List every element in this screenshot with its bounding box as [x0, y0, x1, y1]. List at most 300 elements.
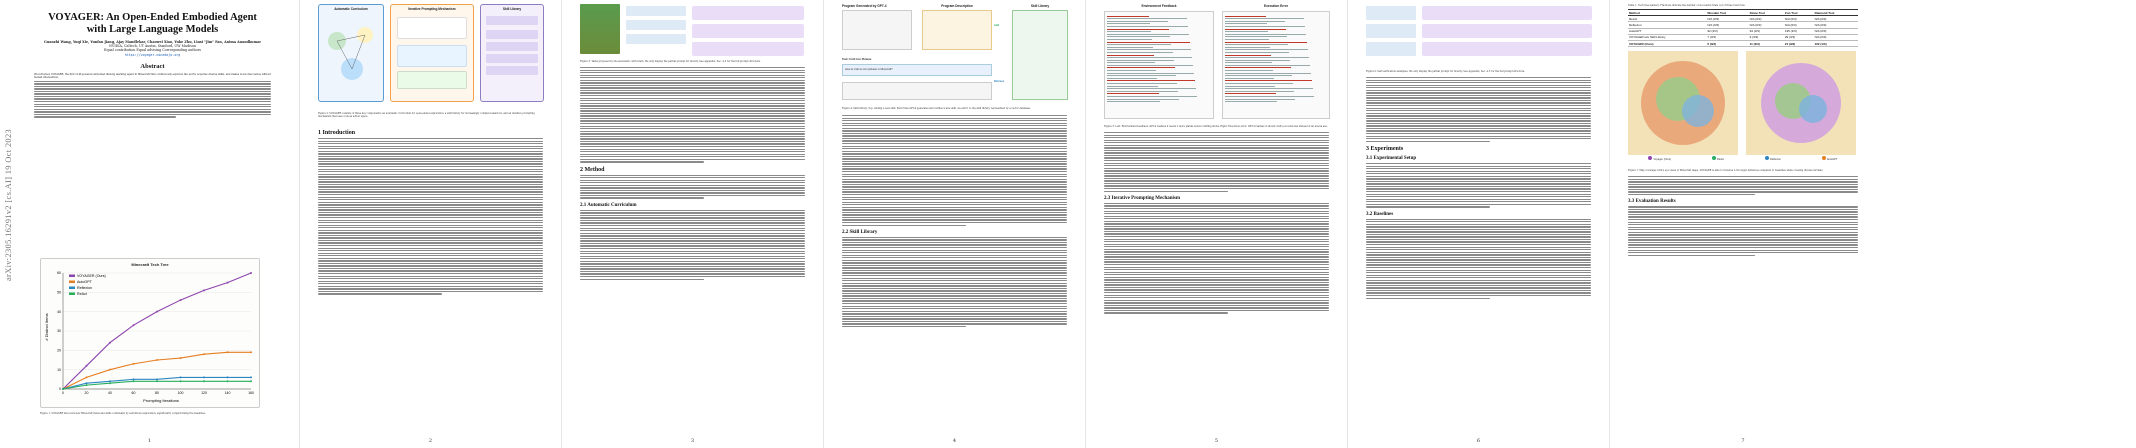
- text-line: [1366, 173, 1591, 174]
- text-line: [318, 212, 543, 213]
- legend-swatch: [69, 275, 75, 278]
- text-line: [1104, 261, 1329, 262]
- text-line: [1628, 252, 1858, 253]
- text-line: [1628, 242, 1858, 243]
- page3-body-b: [580, 175, 805, 199]
- text-line: [842, 244, 1067, 245]
- text-line: [1104, 254, 1329, 255]
- text-line: [580, 70, 805, 71]
- text-line: [842, 138, 1067, 139]
- intro-body: [318, 138, 543, 295]
- text-line: [842, 323, 1067, 324]
- text-line: [842, 306, 1067, 307]
- data-point: [109, 369, 111, 371]
- text-line: [1628, 191, 1858, 192]
- text-line: [1366, 206, 1490, 207]
- text-line: [1628, 250, 1858, 251]
- text-line: [1366, 229, 1591, 230]
- text-line: [1366, 191, 1591, 192]
- text-line: [580, 177, 805, 178]
- figure-5: Environment Feedback Execution Error: [1104, 4, 1329, 122]
- text-line: [1628, 181, 1858, 182]
- text-line: [842, 252, 1067, 253]
- text-line: [1628, 239, 1858, 240]
- text-line: [318, 214, 543, 215]
- table1-caption: Table 1: Tech tree mastery. Fractions indicate the number of successful trials out of three total runs.: [1628, 4, 1746, 7]
- text-line: [318, 156, 543, 157]
- fig2-skill-panel: Skill Library: [480, 4, 544, 102]
- text-line: [580, 105, 805, 106]
- text-line: [580, 136, 805, 137]
- text-line: [1104, 282, 1329, 283]
- text-line: [318, 179, 543, 180]
- text-line: [1366, 133, 1591, 134]
- data-point: [86, 376, 88, 378]
- text-line: [1366, 97, 1591, 98]
- text-line: [1366, 85, 1591, 86]
- table-cell: N/A (0/3): [1814, 22, 1858, 28]
- fig6-caption: Figure 6: Self-verification examples. We only display the partial prompt for brevity. See Appendix, Sec. A.5 for the full prompt structure.: [1366, 70, 1525, 73]
- text-line: [1366, 277, 1591, 278]
- text-line: [1628, 222, 1858, 223]
- text-line: [1628, 216, 1858, 217]
- text-line: [580, 72, 805, 73]
- text-line: [1366, 231, 1591, 232]
- text-line: [580, 67, 805, 68]
- data-point: [156, 380, 158, 382]
- text-line: [1628, 227, 1858, 228]
- text-line: [580, 182, 805, 183]
- table-cell: 94 (3/3): [1749, 28, 1784, 34]
- page5-body-a: [1104, 132, 1329, 192]
- x-tick-label: 140: [224, 391, 231, 395]
- x-tick-label: 80: [155, 391, 159, 395]
- text-line: [1366, 178, 1591, 179]
- map-coverage: [1628, 51, 1858, 155]
- fig2-caption: Figure 2: VOYAGER consists of three key components: an automatic curriculum for open-ended exploration, a skill library for increasingly complex behaviors, and an iterative prompting mechanism that uses code as action space.: [318, 112, 535, 118]
- text-line: [580, 141, 805, 142]
- text-line: [580, 149, 805, 150]
- text-line: [1104, 185, 1329, 186]
- text-line: [1104, 137, 1329, 138]
- text-line: [580, 240, 805, 241]
- data-point: [133, 363, 135, 365]
- page7-body-b: [1628, 206, 1858, 256]
- text-line: [580, 233, 805, 234]
- text-line: [1628, 184, 1858, 185]
- data-point: [133, 324, 135, 326]
- text-line: [1628, 244, 1858, 245]
- text-line: [1366, 168, 1591, 169]
- text-line: [1104, 289, 1329, 290]
- text-line: [580, 266, 805, 267]
- figure-3: [580, 4, 805, 60]
- section-curriculum: 2.1 Automatic Curriculum: [580, 202, 637, 208]
- text-line: [1366, 115, 1591, 116]
- text-line: [580, 138, 805, 139]
- x-tick-label: 40: [108, 391, 112, 395]
- fig2-prompting-panel: Iterative Prompting Mechanism: [390, 4, 474, 102]
- section-method: 2 Method: [580, 166, 605, 173]
- fig4-task-label: Task: Craft Iron Pickaxe: [842, 58, 872, 61]
- text-line: [842, 168, 1067, 169]
- chart-x-label: Prompting Iterations: [143, 398, 179, 403]
- text-line: [580, 212, 805, 213]
- data-point: [227, 282, 229, 284]
- text-line: [1104, 292, 1329, 293]
- text-line: [1366, 226, 1591, 227]
- text-line: [580, 248, 805, 249]
- table-header: Iron Tool: [1784, 10, 1814, 16]
- text-line: [1104, 183, 1329, 184]
- page7-body-a: [1628, 176, 1858, 195]
- text-line: [842, 202, 1067, 203]
- text-line: [318, 227, 543, 228]
- fig1-title: Minecraft Tech Tree: [131, 262, 169, 267]
- text-line: [1104, 246, 1329, 247]
- table-header: Diamond Tool: [1814, 10, 1858, 16]
- text-line: [842, 212, 1067, 213]
- fig3-caption: Figure 3: Tasks proposed by the automatic curriculum. We only display the partial prompt for brevity. See Appendix, Sec. A.3 for the full prompt structure.: [580, 60, 761, 63]
- text-line: [1104, 274, 1329, 275]
- text-line: [842, 283, 1067, 284]
- page6-body-a: [1366, 77, 1591, 142]
- legend-label: VOYAGER (Ours): [77, 274, 106, 278]
- text-line: [1104, 295, 1329, 296]
- text-line: [318, 220, 543, 221]
- data-point: [203, 353, 205, 355]
- text-line: [580, 151, 805, 152]
- text-line: [1104, 140, 1329, 141]
- data-point: [203, 289, 205, 291]
- text-line: [1366, 125, 1591, 126]
- data-point: [180, 376, 182, 378]
- text-line: [318, 276, 543, 277]
- text-line: [580, 154, 805, 155]
- table-cell: N/A (0/3): [1706, 22, 1748, 28]
- series-line-autogpt: [63, 352, 251, 389]
- text-line: [842, 316, 1067, 317]
- text-line: [1366, 188, 1591, 189]
- text-line: [842, 174, 1067, 175]
- text-line: [1366, 171, 1591, 172]
- text-line: [842, 171, 1067, 172]
- legend-swatch: [69, 293, 75, 296]
- text-line: [580, 113, 805, 114]
- text-line: [842, 285, 1067, 286]
- page3-body-c: [580, 210, 805, 280]
- text-line: [1104, 221, 1329, 222]
- text-line: [580, 133, 805, 134]
- page6-body-b: [1366, 163, 1591, 208]
- data-point: [62, 388, 64, 390]
- text-line: [580, 271, 805, 272]
- text-line: [1104, 157, 1329, 158]
- text-line: [842, 146, 1067, 147]
- text-line: [842, 135, 1067, 136]
- text-line: [580, 210, 805, 211]
- text-line: [318, 248, 543, 249]
- text-line: [580, 230, 805, 231]
- text-line: [580, 185, 805, 186]
- text-line: [1366, 108, 1591, 109]
- text-line: [1104, 307, 1329, 308]
- text-line: [318, 237, 543, 238]
- table-cell: 92 (3/3): [1706, 28, 1748, 34]
- text-line: [842, 239, 1067, 240]
- text-line: [318, 151, 543, 152]
- text-line: [1104, 216, 1329, 217]
- text-line: [1366, 275, 1591, 276]
- text-line: [580, 100, 805, 101]
- data-point: [227, 351, 229, 353]
- text-line: [842, 255, 1067, 256]
- text-line: [580, 225, 805, 226]
- text-line: [1366, 196, 1591, 197]
- table-cell: VOYAGER (Ours): [1628, 40, 1706, 46]
- table-cell: N/A (0/3): [1814, 28, 1858, 34]
- map-legend-item: Voyager (Ours): [1648, 156, 1671, 161]
- text-line: [842, 237, 1067, 238]
- text-line: [842, 214, 1067, 215]
- text-line: [580, 156, 805, 157]
- text-line: [580, 180, 805, 181]
- text-line: [580, 192, 805, 193]
- text-line: [842, 148, 1067, 149]
- text-line: [580, 98, 805, 99]
- text-line: [842, 197, 1067, 198]
- tech-tree-chart: [41, 267, 261, 405]
- text-line: [842, 118, 1067, 119]
- text-line: [1628, 194, 1755, 195]
- text-line: [842, 272, 1067, 273]
- page-3: [562, 0, 824, 448]
- text-line: [1628, 232, 1858, 233]
- text-line: [842, 191, 1067, 192]
- legend-label: ReAct: [77, 292, 87, 296]
- text-line: [1104, 155, 1329, 156]
- text-line: [1104, 284, 1329, 285]
- text-line: [1104, 135, 1329, 136]
- text-line: [842, 300, 1067, 301]
- text-line: [1104, 272, 1329, 273]
- page4-body: [842, 115, 1067, 226]
- table-cell: N/A (0/3): [1706, 16, 1748, 22]
- text-line: [842, 179, 1067, 180]
- text-line: [1104, 236, 1329, 237]
- page4-body-b: [842, 237, 1067, 327]
- x-tick-label: 160: [248, 391, 254, 395]
- text-line: [842, 120, 1067, 121]
- text-line: [580, 235, 805, 236]
- data-point: [133, 380, 135, 382]
- x-tick-label: 100: [177, 391, 184, 395]
- table-cell: 11 (3/3): [1749, 40, 1784, 46]
- text-line: [1366, 219, 1591, 220]
- text-line: [580, 128, 805, 129]
- text-line: [1366, 239, 1591, 240]
- text-line: [1366, 90, 1591, 91]
- abstract-body: We introduce VOYAGER, the first LLM-powered embodied lifelong learning agent in Minecraft that continuously explores the world, acquires diverse skills, and makes novel discoveries without human intervention.: [22, 73, 283, 118]
- text-line: [1366, 252, 1591, 253]
- text-line: [318, 138, 543, 139]
- text-line: [842, 209, 1067, 210]
- text-line: [842, 219, 1067, 220]
- text-line: [318, 222, 543, 223]
- table-header: Method: [1628, 10, 1706, 16]
- data-point: [250, 376, 252, 378]
- text-line: [1366, 221, 1591, 222]
- figure-6: [1366, 4, 1591, 70]
- text-line: [1104, 267, 1329, 268]
- page-number: 3: [690, 438, 695, 444]
- map-legend: [1628, 156, 1858, 161]
- text-line: [580, 228, 805, 229]
- text-line: [1104, 287, 1329, 288]
- chart-y-label: # Distinct Items: [44, 313, 49, 341]
- text-line: [580, 245, 805, 246]
- data-point: [109, 382, 111, 384]
- text-line: [318, 255, 543, 256]
- text-line: [318, 273, 543, 274]
- page-number: 7: [1741, 438, 1745, 444]
- text-line: [1366, 290, 1591, 291]
- text-line: [580, 190, 805, 191]
- text-line: [318, 202, 543, 203]
- text-line: [1628, 189, 1858, 190]
- text-line: [842, 166, 1067, 167]
- text-line: [842, 295, 1067, 296]
- text-line: [318, 166, 543, 167]
- text-line: [318, 245, 543, 246]
- page-number: 2: [428, 438, 433, 444]
- x-tick-label: 60: [131, 391, 136, 395]
- text-line: [1366, 95, 1591, 96]
- text-line: [580, 276, 805, 277]
- text-line: [842, 151, 1067, 152]
- legend-label: AutoGPT: [77, 280, 92, 284]
- text-line: [580, 258, 805, 259]
- x-tick-label: 0: [62, 391, 64, 395]
- table-cell: ReAct: [1628, 16, 1706, 22]
- text-line: [580, 75, 805, 76]
- text-line: [1628, 219, 1858, 220]
- text-line: [318, 250, 543, 251]
- text-line: [842, 125, 1067, 126]
- text-line: [1366, 270, 1591, 271]
- text-line: [1104, 173, 1329, 174]
- text-line: [580, 175, 805, 176]
- section-eval: 3.3 Evaluation Results: [1628, 199, 1676, 205]
- text-line: [842, 158, 1067, 159]
- table-cell: 135 (3/3): [1784, 28, 1814, 34]
- text-line: [842, 143, 1067, 144]
- text-line: [580, 238, 805, 239]
- text-line: [318, 288, 543, 289]
- text-line: [1104, 132, 1329, 133]
- text-line: [1366, 254, 1591, 255]
- data-point: [86, 382, 88, 384]
- text-line: [1104, 191, 1228, 192]
- data-point: [86, 384, 88, 386]
- text-line: [1628, 237, 1858, 238]
- text-line: [318, 217, 543, 218]
- text-line: [1628, 224, 1858, 225]
- text-line: [318, 225, 543, 226]
- table-cell: 7 (3/3): [1706, 34, 1748, 40]
- text-line: [318, 260, 543, 261]
- text-line: [1104, 279, 1329, 280]
- text-line: [1366, 77, 1591, 78]
- text-line: [1628, 186, 1858, 187]
- text-line: [1366, 241, 1591, 242]
- text-line: [580, 195, 805, 196]
- text-line: [580, 256, 805, 257]
- fig5-caption: Figure 5: Left: Environment feedback. GPT-4 realizes it needs 2 more planks before crafting sticks. Right: Execution error. GPT-4 realizes it should craft a wooden axe instead of an acacia axe.: [1104, 125, 1328, 128]
- text-line: [580, 273, 805, 274]
- text-line: [580, 253, 805, 254]
- text-line: [580, 80, 805, 81]
- page-number: 4: [952, 438, 957, 444]
- text-line: [580, 268, 805, 269]
- text-line: [580, 126, 805, 127]
- text-line: [318, 286, 543, 287]
- map-legend-item: AutoGPT: [1822, 156, 1838, 161]
- text-line: [1366, 105, 1591, 106]
- text-line: [318, 230, 543, 231]
- website-link[interactable]: https://voyager.minedojo.org: [124, 52, 181, 57]
- page-number: 5: [1214, 438, 1219, 444]
- text-line: [842, 265, 1067, 266]
- text-line: [1104, 160, 1329, 161]
- text-line: [1366, 199, 1591, 200]
- table-cell: AutoGPT: [1628, 28, 1706, 34]
- page-2: [300, 0, 562, 448]
- page3-body-a: [580, 67, 805, 163]
- table-cell: 102 (1/3): [1814, 40, 1858, 46]
- text-line: [1366, 262, 1591, 263]
- text-line: [1104, 145, 1329, 146]
- text-line: [580, 161, 704, 162]
- text-line: [842, 298, 1067, 299]
- text-line: [1104, 241, 1329, 242]
- text-line: [1366, 272, 1591, 273]
- text-line: [580, 261, 805, 262]
- text-line: [318, 158, 543, 159]
- legend-swatch: [69, 281, 75, 284]
- text-line: [318, 199, 543, 200]
- text-line: [318, 184, 543, 185]
- text-line: [1104, 249, 1329, 250]
- x-tick-label: 120: [201, 391, 207, 395]
- text-line: [1366, 257, 1591, 258]
- text-line: [1366, 163, 1591, 164]
- text-line: [842, 293, 1067, 294]
- table-header: Wooden Tool: [1706, 10, 1748, 16]
- section-baselines: 3.2 Baselines: [1366, 211, 1394, 217]
- text-line: [1366, 234, 1591, 235]
- table-cell: 21 (3/3): [1784, 40, 1814, 46]
- text-line: [580, 159, 805, 160]
- text-line: [842, 247, 1067, 248]
- text-line: [1366, 136, 1591, 137]
- text-line: [1366, 110, 1591, 111]
- page-1: [0, 0, 300, 448]
- y-tick-label: 60: [57, 271, 61, 276]
- text-line: [1104, 259, 1329, 260]
- table-cell: N/A (0/3): [1749, 16, 1784, 22]
- figure-4: Program Generated by GPT-4 Program Description Skill Library Add Task: Craft Iron Pickaxe How to craft an iron pickaxe in Minecraft? Retrieve: [842, 4, 1067, 104]
